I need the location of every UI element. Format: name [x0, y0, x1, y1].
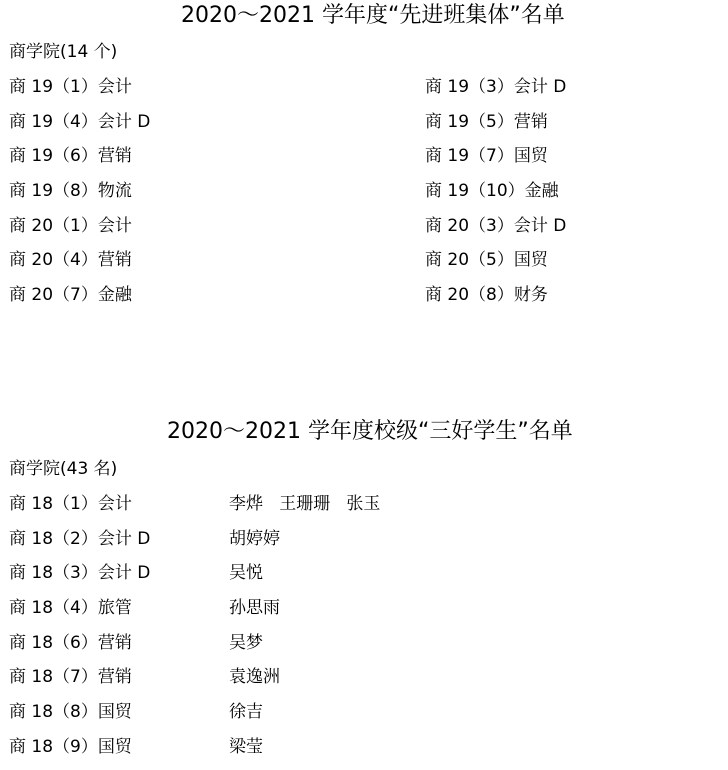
class-row: [9, 144, 709, 179]
student-row: [9, 561, 709, 596]
student-row: [9, 700, 709, 735]
student-class: 商 18（7）营销: [9, 667, 132, 688]
class-entry: 商 20（3）会计 D: [425, 215, 567, 236]
student-names: 吴悦: [229, 563, 263, 584]
department-heading-classes: 商学院(14 个): [9, 42, 118, 62]
class-entry: 商 20（7）金融: [9, 285, 132, 306]
student-row: [9, 665, 709, 700]
class-row: [9, 214, 709, 249]
student-row: [9, 527, 709, 562]
class-entry: 商 19（5）营销: [425, 111, 548, 132]
class-row: [9, 75, 709, 110]
class-entry: 商 19（6）营销: [9, 146, 132, 167]
class-entry: 商 20（5）国贸: [425, 250, 548, 271]
class-entry: 商 19（7）国贸: [425, 146, 548, 167]
student-row: [9, 735, 709, 770]
class-entry: 商 20（4）营销: [9, 250, 132, 271]
student-names: 孙思雨: [229, 598, 280, 619]
student-row: [9, 492, 709, 527]
class-entry: 商 19（10）金融: [425, 181, 559, 202]
class-entry: 商 19（1）会计: [9, 77, 132, 97]
page-title-advanced-classes: 2020～2021 学年度“先进班集体”名单: [181, 3, 565, 28]
student-class: 商 18（8）国贸: [9, 702, 132, 723]
student-names: 袁逸洲: [229, 667, 280, 688]
class-entry: 商 20（1）会计: [9, 215, 132, 236]
class-row: [9, 248, 709, 283]
student-class: 商 18（9）国贸: [9, 736, 132, 757]
class-row: [9, 283, 709, 318]
student-class: 商 18（4）旅管: [9, 598, 132, 619]
student-class: 商 18（6）营销: [9, 632, 132, 653]
class-entry: 商 19（4）会计 D: [9, 111, 151, 132]
student-names: 吴梦: [229, 632, 263, 653]
page-title-merit-students: 2020～2021 学年度校级“三好学生”名单: [167, 419, 573, 444]
department-heading-students: 商学院(43 名): [9, 459, 118, 479]
advanced-class-list: [9, 75, 709, 318]
student-class: 商 18（1）会计: [9, 494, 132, 514]
class-entry: 商 19（8）物流: [9, 181, 132, 202]
merit-student-list: [9, 492, 709, 770]
class-entry: 商 20（8）财务: [425, 285, 548, 306]
student-names: 徐吉: [229, 702, 263, 723]
class-entry: 商 19（3）会计 D: [425, 77, 567, 97]
student-row: [9, 631, 709, 666]
class-row: [9, 179, 709, 214]
student-names: 梁莹: [229, 736, 263, 757]
class-row: [9, 110, 709, 145]
student-class: 商 18（3）会计 D: [9, 563, 151, 584]
student-row: [9, 596, 709, 631]
student-names: 胡婷婷: [229, 528, 280, 549]
student-class: 商 18（2）会计 D: [9, 528, 151, 549]
student-names: 李烨 王珊珊 张玉: [229, 494, 381, 514]
